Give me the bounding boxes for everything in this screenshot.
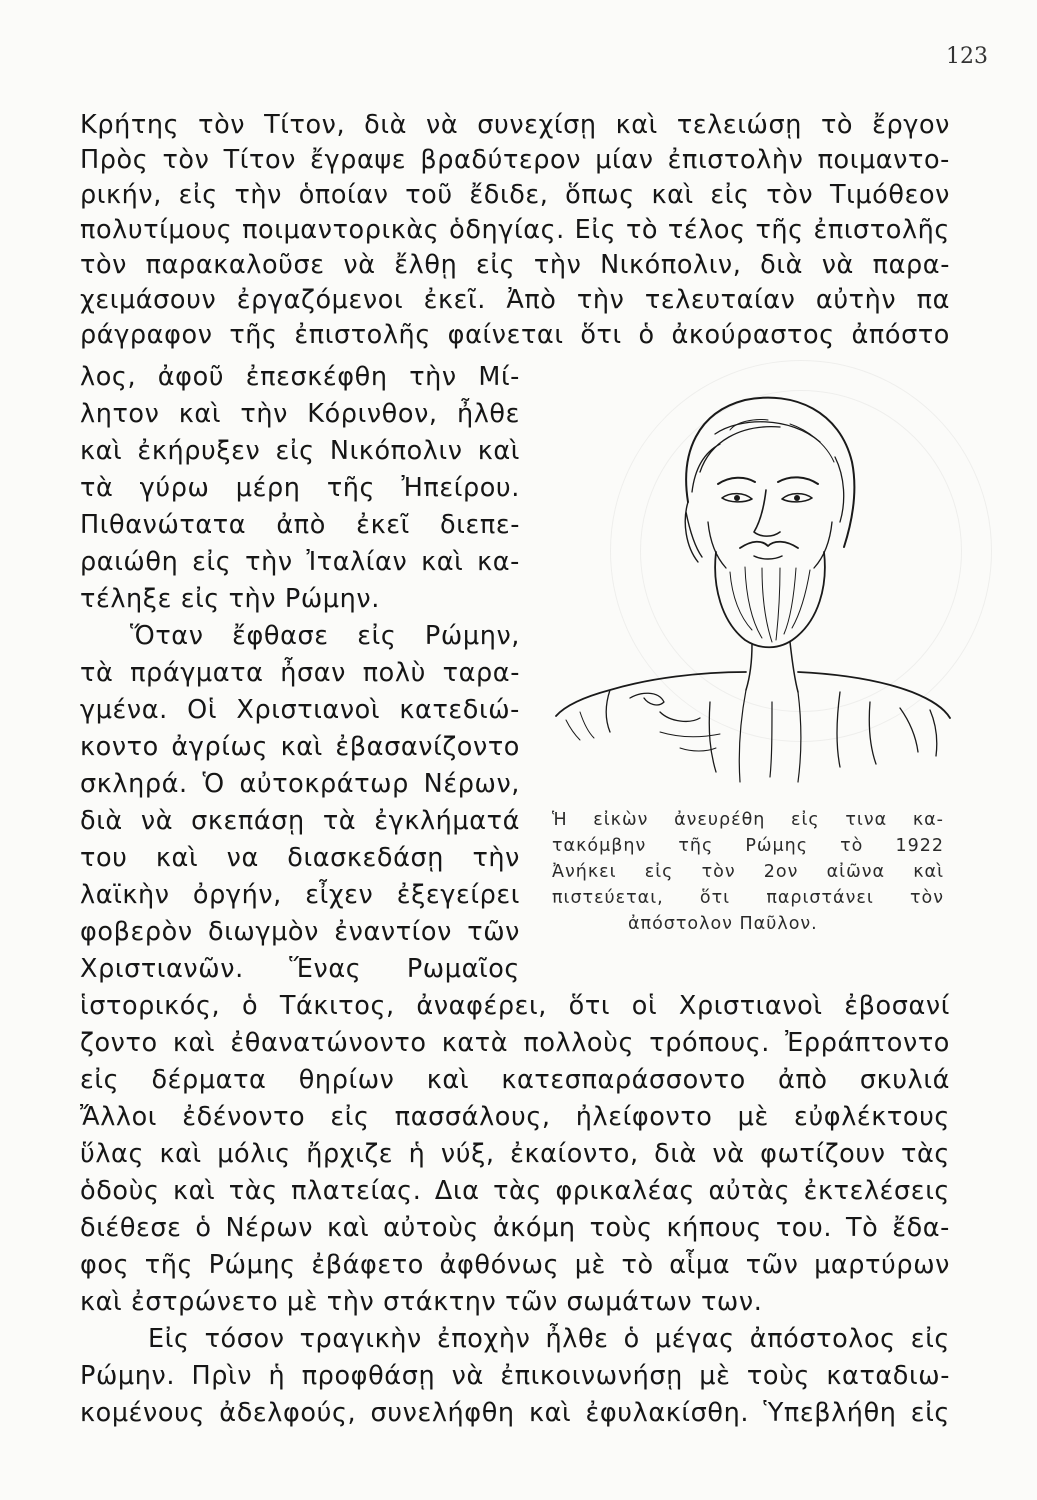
- text-line: χειμάσουν ἐργαζόμενοι ἐκεῖ. Ἀπὸ τὴν τελευταίαν αὐτὴν πα: [80, 285, 950, 315]
- text-line: φος τῆς Ρώμης ἐβάφετο ἀφθόνως μὲ τὸ αἷμα τῶν μαρτύρων: [80, 1250, 950, 1280]
- text-line: ραιώθη εἰς τὴν Ἰταλίαν καὶ κα-: [80, 547, 520, 577]
- text-line: Πρὸς τὸν Τίτον ἔγραψε βραδύτερον μίαν ἐπιστολὴν ποιμαντο-: [80, 145, 950, 175]
- right-pupil: [794, 495, 800, 501]
- text-line: κοντο ἀγρίως καὶ ἐβασανίζοντο: [80, 732, 520, 762]
- text-line: τέληξε εἰς τὴν Ρώμην.: [80, 584, 380, 614]
- eyebrows: [718, 477, 818, 484]
- text-line: του καὶ να διασκεδάσῃ τὴν: [80, 843, 520, 873]
- text-line: καὶ ἐστρώνετο μὲ τὴν στάκτην τῶν σωμάτων των.: [80, 1287, 763, 1317]
- garment-folds: [606, 690, 716, 772]
- text-line: σκληρά. Ὁ αὐτοκράτωρ Νέρων,: [80, 769, 520, 799]
- text-line: ρικήν, εἰς τὴν ὁποίαν τοῦ ἔδιδε, ὅπως καὶ εἰς τὸν Τιμόθεον: [80, 180, 950, 210]
- page-number: 123: [946, 44, 988, 69]
- beard: [715, 552, 825, 647]
- left-hair: [685, 502, 702, 562]
- neck: [746, 642, 798, 692]
- text-line: εἰς δέρματα θηρίων καὶ κατεσπαράσσοντο ἀπὸ σκυλιά: [80, 1065, 950, 1095]
- text-line: ζοντο καὶ ἐθανατώνοντο κατὰ πολλοὺς τρόπους. Ἐρράπτοντο: [80, 1028, 950, 1058]
- head-outline: [686, 398, 854, 547]
- text-line: Κρήτης τὸν Τίτον, διὰ νὰ συνεχίσῃ καὶ τελειώσῃ τὸ ἔργον: [80, 110, 950, 140]
- text-line: φοβερὸν διωγμὸν ἐναντίον τῶν: [80, 917, 520, 947]
- text-line: διέθεσε ὁ Νέρων καὶ αὐτοὺς ἀκόμη τοὺς κήπους του. Τὸ ἔδα-: [80, 1213, 950, 1243]
- text-line: Χριστιανῶν. Ἕνας Ρωμαῖος: [80, 954, 520, 984]
- text-line: ἱστορικός, ὁ Τάκιτος, ἀναφέρει, ὅτι οἱ Χριστιανοὶ ἐβοσανί: [80, 991, 950, 1021]
- text-line: Πιθανώτατα ἀπὸ ἐκεῖ διεπε-: [80, 510, 520, 540]
- beard-strands: [730, 567, 810, 642]
- garment-folds: [837, 692, 937, 767]
- text-line: ὁδοὺς καὶ τὰς πλατείας. Δια τὰς φρικαλέας αὐτὰς ἐκτελέσεις: [80, 1176, 950, 1206]
- text-line: Ρώμην. Πρὶν ἡ προφθάσῃ νὰ ἐπικοινωνήσῃ μὲ τοὺς καταδιω-: [80, 1361, 950, 1391]
- text-line: κομένους ἀδελφούς, συνελήφθη καὶ ἐφυλακίσθη. Ὑπεβλήθη εἰς: [80, 1398, 950, 1428]
- nose: [754, 490, 780, 536]
- text-line: λητον καὶ τὴν Κόρινθον, ἦλθε: [80, 399, 520, 429]
- caption-line: ἀπόστολον Παῦλον.: [628, 914, 818, 934]
- text-line: καὶ ἐκήρυξεν εἰς Νικόπολιν καὶ: [80, 436, 520, 466]
- text-line: τὸν παρακαλοῦσε νὰ ἔλθῃ εἰς τὴν Νικόπολιν, διὰ νὰ παρα-: [80, 250, 950, 280]
- text-line: ράγραφον τῆς ἐπιστολῆς φαίνεται ὅτι ὁ ἀκούραστος ἀπόστο: [80, 320, 950, 350]
- text-line: τὰ γύρω μέρη τῆς Ἠπείρου.: [80, 473, 520, 503]
- text-line: λαϊκὴν ὀργήν, εἶχεν ἐξεγείρει: [80, 880, 520, 910]
- hair-strands: [692, 422, 844, 522]
- garment-folds: [739, 690, 801, 782]
- text-line: Ὅταν ἔφθασε εἰς Ρώμην,: [130, 621, 520, 651]
- text-line: πολυτίμους ποιμαντορικὰς ὁδηγίας. Εἰς τὸ τέλος τῆς ἐπιστολῆς: [80, 215, 950, 245]
- text-line: τὰ πράγματα ἦσαν πολὺ ταρα-: [80, 658, 520, 688]
- mouth: [754, 556, 782, 559]
- right-shoulder: [798, 672, 950, 718]
- text-line: Εἰς τόσον τραγικὴν ἐποχὴν ἦλθε ὁ μέγας ἀπόστολος εἰς: [148, 1324, 950, 1354]
- moustache: [740, 542, 798, 548]
- caption-line: Ἀνήκει εἰς τὸν 2ον αἰῶνα καὶ: [552, 862, 944, 882]
- hair-strands: [730, 419, 834, 462]
- text-line: γμένα. Οἱ Χριστιανοὶ κατεδιώ-: [80, 695, 520, 725]
- caption-line: τακόμβην τῆς Ρώμης τὸ 1922: [552, 836, 944, 856]
- text-line: λος, ἀφοῦ ἐπεσκέφθη τὴν Μί-: [80, 362, 520, 392]
- text-line: ὕλας καὶ μόλις ἤρχιζε ἡ νύξ, ἐκαίοντο, διὰ νὰ φωτίζουν τὰς: [80, 1139, 950, 1169]
- caption-line: Ἡ εἰκὼν ἀνευρέθη εἰς τινα κα-: [552, 810, 944, 830]
- caption-line: πιστεύεται, ὅτι παριστάνει τὸν: [552, 888, 944, 908]
- left-pupil: [734, 495, 740, 501]
- text-line: διὰ νὰ σκεπάσῃ τὰ ἐγκλήματά: [80, 806, 520, 836]
- apostle-portrait: [540, 372, 960, 792]
- text-line: Ἄλλοι ἐδένοντο εἰς πασσάλους, ἠλείφοντο μὲ εὐφλέκτους: [80, 1102, 950, 1132]
- garment-folds: [566, 712, 594, 740]
